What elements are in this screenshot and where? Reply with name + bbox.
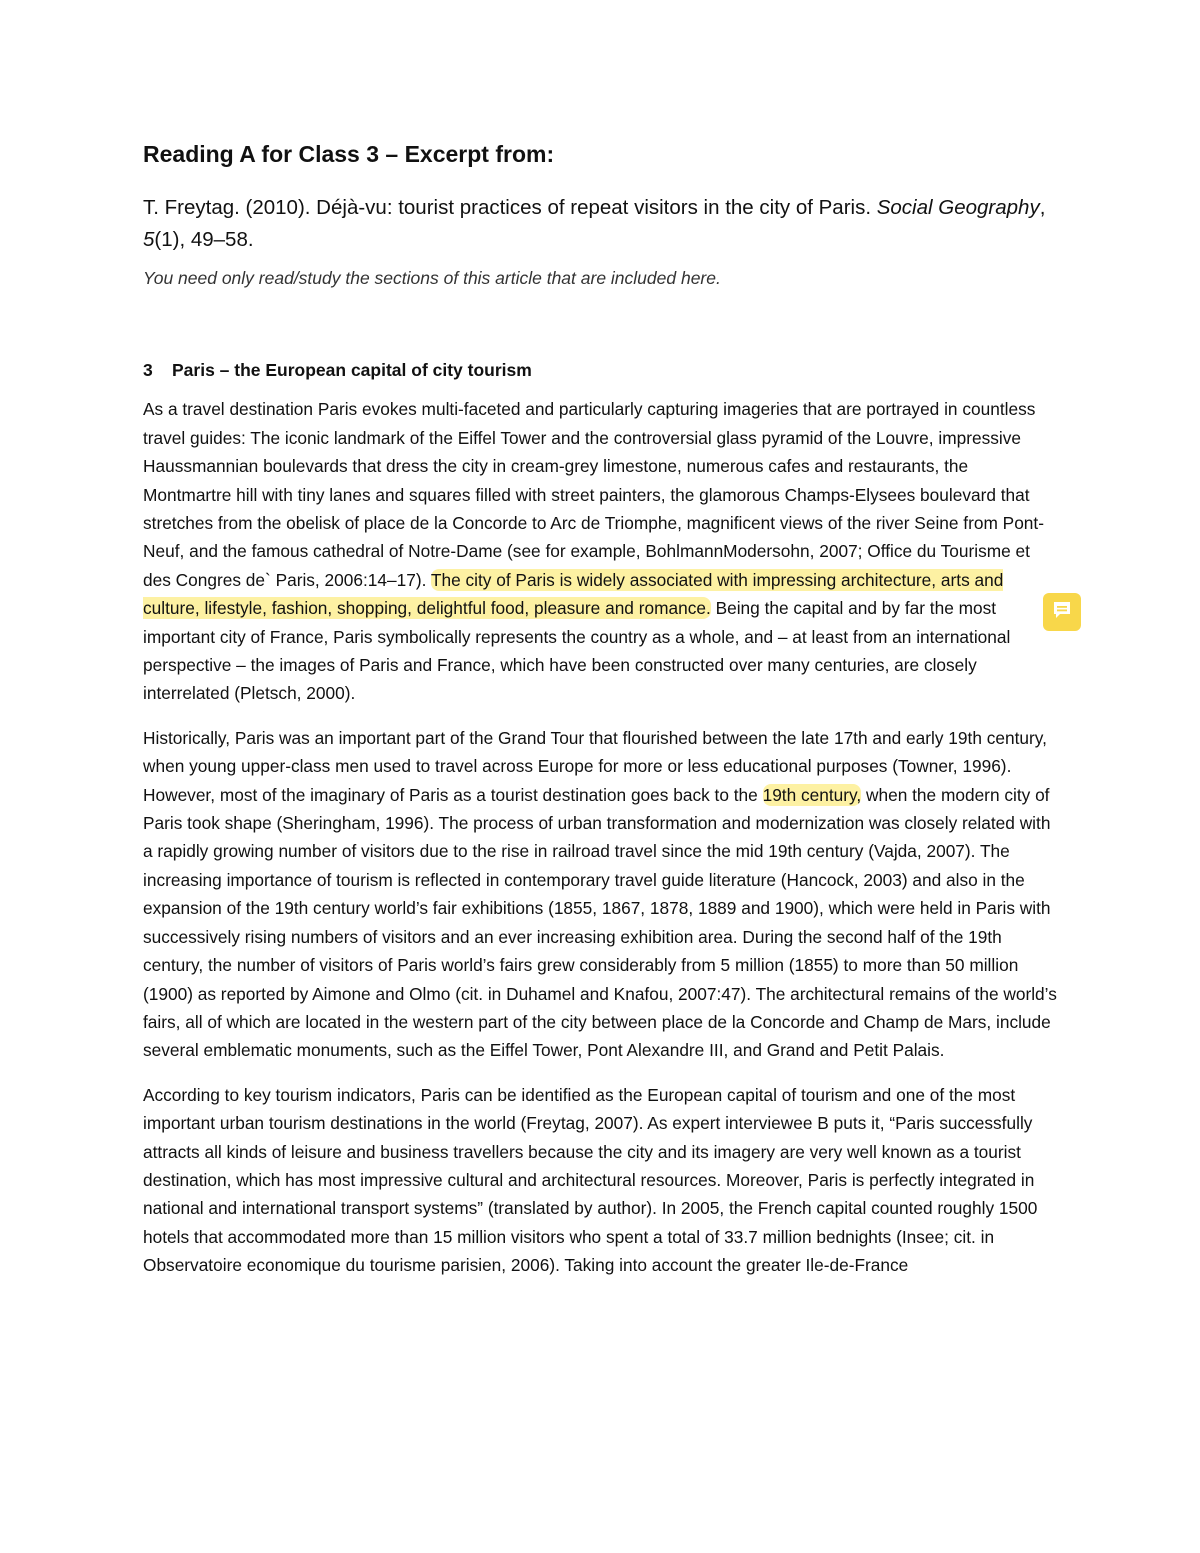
citation-journal: Social Geography	[876, 195, 1040, 219]
comment-icon	[1051, 599, 1073, 626]
paragraph-2	[143, 724, 1058, 1065]
highlighted-text-2[interactable]: 19th century,	[762, 784, 862, 805]
section-title: Paris – the European capital of city tourism	[172, 360, 532, 381]
section-heading	[143, 360, 1058, 381]
highlighted-text-1[interactable]: The city of Paris is widely associated with impressing architecture, arts and culture, lifestyle, fashion, shopping, delightful food, pleasure and romance.	[143, 569, 1004, 619]
citation-authors: T. Freytag. (2010). Déjà-vu: tourist practices of repeat visitors in the city of Paris.	[143, 195, 872, 219]
document-title: Reading A for Class 3 – Excerpt from:	[143, 141, 555, 167]
reading-note: You need only read/study the sections of this article that are included here.	[143, 267, 721, 288]
paragraph-1-text-b: Being the capital and by far the most important city of France, Paris symbolically represents the country as a whole, and – at least from an international perspective – the images of Paris and France, which have been constructed over many centuries, are closely interrelated (Pletsch, 2000).	[143, 598, 1011, 704]
section-number: 3	[143, 360, 153, 381]
paragraph-3: According to key tourism indicators, Paris can be identified as the European capital of tourism and one of the most important urban tourism destinations in the world (Freytag, 2007). As expert interviewee B puts it, “Paris successfully attracts all kinds of leisure and business travellers because the city and its imagery are very well known as a tourist destination, which has most impressive cultural and architectural resources. Moreover, Paris is perfectly integrated in national and international transport systems” (translated by author). In 2005, the French capital counted roughly 1500 hotels that accommodated more than 15 million visitors who spent a total of 33.7 million bednights (Insee; cit. in Observatoire economique du tourisme parisien, 2006). Taking into account the greater Ile-de-France	[143, 1084, 1038, 1276]
document-page	[143, 140, 1058, 1296]
comment-marker-button[interactable]	[1043, 593, 1081, 631]
citation: T. Freytag. (2010). Déjà-vu: tourist practices of repeat visitors in the city of Paris. Social Geography, 5(1), 49–58.	[143, 195, 1046, 251]
paragraph-1	[143, 395, 1058, 707]
paragraph-2-text-b: when the modern city of Paris took shape (Sheringham, 1996). The process of urban transformation and modernization was closely related with a rapidly growing number of visitors due to the rise in railroad travel since the mid 19th century (Vajda, 2007). The increasing importance of tourism is reflected in contemporary travel guide literature (Hancock, 2003) and also in the expansion of the 19th century world’s fair exhibitions (1855, 1867, 1878, 1889 and 1900), which were held in Paris with successively rising numbers of visitors and an ever increasing exhibition area. During the second half of the 19th century, the number of visitors of Paris world’s fairs grew considerably from 5 million (1855) to more than 50 million (1900) as reported by Aimone and Olmo (cit. in Duhamel and Knafou, 2007:47). The architectural remains of the world’s fairs, all of which are located in the western part of the city between place de la Concorde and Champ de Mars, include several emblematic monuments, such as the Eiffel Tower, Pont Alexandre III, and Grand and Petit Palais.	[143, 784, 1057, 1061]
paragraph-2-text-a: Historically, Paris was an important part of the Grand Tour that flourished between the late 17th and early 19th century, when young upper-class men used to travel across Europe for more or less educational purposes (Towner, 1996). However, most of the imaginary of Paris as a tourist destination goes back to the	[143, 727, 1047, 805]
paragraph-1-text-a: As a travel destination Paris evokes multi-faceted and particularly capturing imageries that are portrayed in countless travel guides: The iconic landmark of the Eiffel Tower and the controversial glass pyramid of the Louvre, impressive Haussmannian boulevards that dress the city in cream-grey limestone, numerous cafes and restaurants, the Montmartre hill with tiny lanes and squares filled with street painters, the glamorous Champs-Elysees boulevard that stretches from the obelisk of place de la Concorde to Arc de Triomphe, magnificent views of the river Seine from Pont-Neuf, and the famous cathedral of Notre-Dame (see for example, BohlmannModersohn, 2007; Office du Tourisme et des Congres de` Paris, 2006:14–17).	[143, 399, 1044, 590]
citation-issue-pages: (1), 49–58.	[154, 227, 254, 251]
citation-volume: 5	[143, 227, 155, 251]
